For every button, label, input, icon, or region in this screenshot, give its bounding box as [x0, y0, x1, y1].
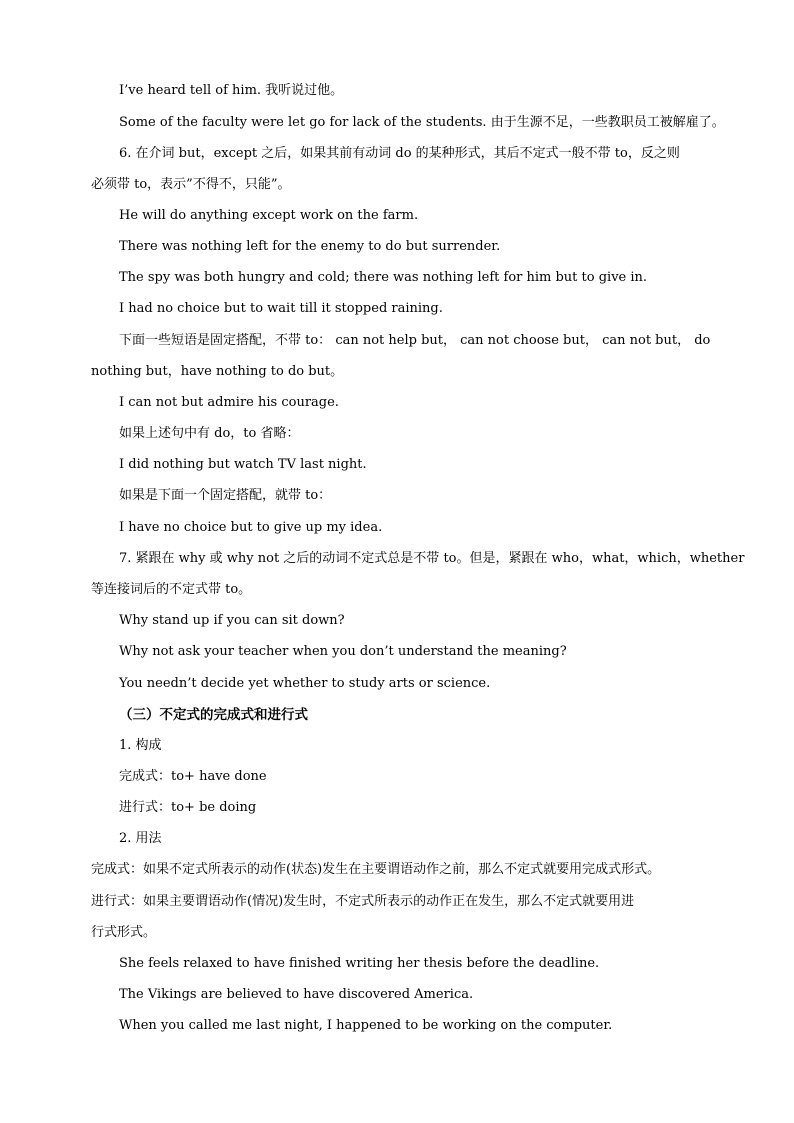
usage-perfect: 完成式：如果不定式所表示的动作(状态)发生在主要谓语动作之前，那么不定式就要用完成式形式。	[91, 862, 661, 877]
example-arts-science: You needn’t decide yet whether to study arts or science.	[119, 676, 491, 691]
subsection-usage: 2. 用法	[119, 831, 162, 846]
example-stand-up: Why stand up if you can sit down?	[119, 613, 345, 628]
usage-progressive-line-1: 进行式：如果主要谓语动作(情况)发生时，不定式所表示的动作正在发生，那么不定式就要用进	[91, 894, 635, 909]
example-ask-teacher: Why not ask your teacher when you don’t understand the meaning?	[119, 644, 567, 659]
usage-progressive-line-2: 行式形式。	[91, 925, 157, 940]
example-spy: The spy was both hungry and cold; there was nothing left for him but to give in.	[119, 270, 648, 285]
example-surrender: There was nothing left for the enemy to do but surrender.	[119, 239, 501, 254]
rule-6-line-1: 6. 在介词 but，except 之后，如果其前有动词 do 的某种形式，其后不定式一般不带 to，反之则	[119, 146, 680, 161]
example-faculty: Some of the faculty were let go for lack of the students. 由于生源不足，一些教职员工被解雇了。	[119, 115, 725, 130]
fixed-phrases-line-2: nothing but，have nothing to do but。	[91, 364, 344, 379]
example-computer: When you called me last night, I happened to be working on the computer.	[119, 1018, 613, 1033]
example-heard-tell: I’ve heard tell of him. 我听说过他。	[119, 83, 344, 98]
progressive-form: 进行式：to+ be doing	[119, 800, 257, 815]
example-give-up-idea: I have no choice but to give up my idea.	[119, 520, 383, 535]
example-thesis: She feels relaxed to have finished writing her thesis before the deadline.	[119, 956, 600, 971]
rule-7-line-2: 等连接词后的不定式带 to。	[91, 582, 252, 597]
example-admire-courage: I can not but admire his courage.	[119, 395, 339, 410]
example-no-choice-wait: I had no choice but to wait till it stopped raining.	[119, 301, 443, 316]
fixed-phrases-line-1: 下面一些短语是固定搭配，不带 to： can not help but， can not choose but， can not but， do	[119, 333, 711, 348]
section-heading: （三）不定式的完成式和进行式	[119, 707, 308, 723]
note-fixed-with-to: 如果是下面一个固定搭配，就带 to：	[119, 488, 332, 503]
perfect-form: 完成式：to+ have done	[119, 769, 267, 784]
rule-7-line-1: 7. 紧跟在 why 或 why not 之后的动词不定式总是不带 to。但是，紧跟在 who，what，which，whether	[119, 551, 745, 566]
example-vikings: The Vikings are believed to have discovered America.	[119, 987, 474, 1002]
subsection-structure: 1. 构成	[119, 738, 162, 753]
note-do-omit-to: 如果上述句中有 do，to 省略：	[119, 426, 300, 441]
example-watch-tv: I did nothing but watch TV last night.	[119, 457, 367, 472]
example-except-work: He will do anything except work on the farm.	[119, 208, 419, 223]
rule-6-line-2: 必须带 to，表示”不得不，只能”。	[91, 177, 291, 192]
